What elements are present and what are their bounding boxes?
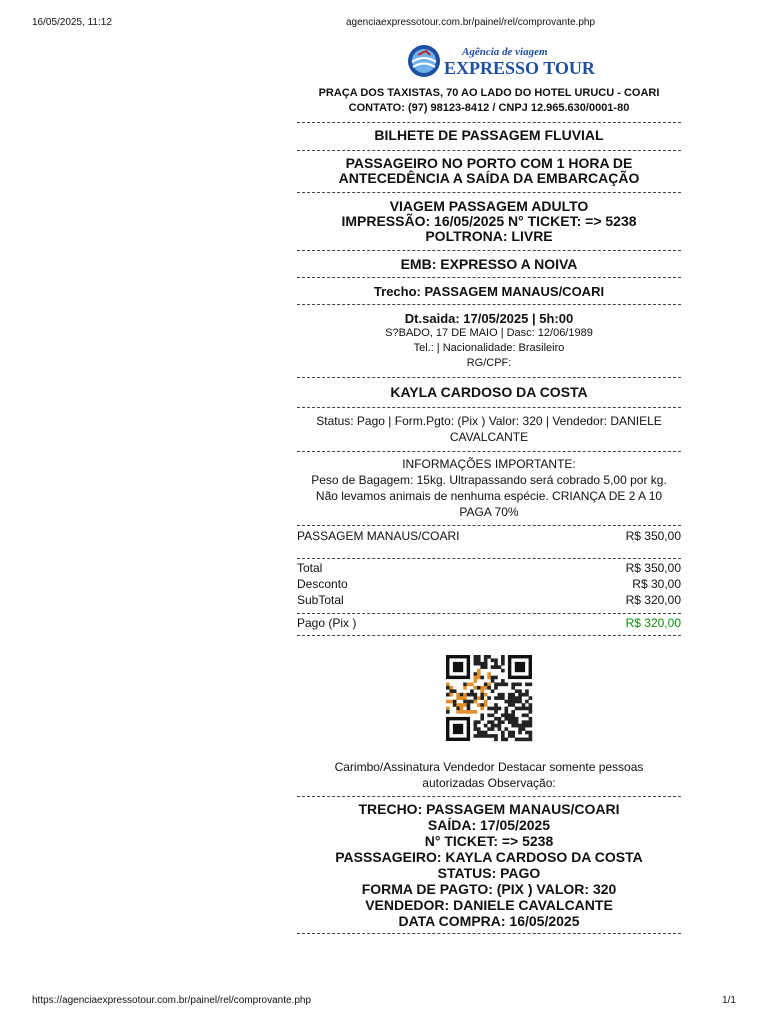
departure: Dt.saida: 17/05/2025 | 5h:00 — [404, 311, 574, 326]
info-text: Peso de Bagagem: 15kg. Ultrapassando será cobrado 5,00 por kg. Não levamos animais de nenhuma espécie. CRIANÇA DE 2 A 10 PAGA 70% — [311, 473, 667, 519]
divider — [297, 933, 681, 934]
trip-type: VIAGEM PASSAGEM ADULTO — [389, 198, 589, 214]
status-line: Status: Pago | Form.Pgto: (Pix ) Valor: 320 | Vendedor: DANIELE CAVALCANTE — [316, 414, 662, 444]
print-header — [32, 17, 736, 31]
divider — [297, 277, 681, 278]
page-number: 1/1 — [722, 995, 736, 1006]
print-info: IMPRESSÃO: 16/05/2025 N° TICKET: => 5238 — [341, 213, 637, 229]
item-label: PASSAGEM MANAUS/COARI — [297, 529, 460, 543]
departure-block — [297, 311, 681, 371]
divider — [297, 407, 681, 408]
discount-row — [297, 576, 681, 592]
payment-row — [297, 615, 681, 631]
payment-label: Pago (Pix ) — [297, 616, 357, 630]
qr-code — [297, 655, 681, 741]
divider — [297, 250, 681, 251]
seat: POLTRONA: LIVRE — [425, 228, 553, 244]
receipt — [297, 42, 681, 934]
print-url: agenciaexpressotour.com.br/painel/rel/comprovante.php — [346, 17, 596, 28]
stub-passenger: PASSSAGEIRO: KAYLA CARDOSO DA COSTA — [335, 849, 643, 865]
discount-label: Desconto — [297, 577, 348, 591]
day-birth: S?BADO, 17 DE MAIO | Dasc: 12/06/1989 — [385, 327, 593, 339]
vessel: EMB: EXPRESSO A NOIVA — [400, 256, 578, 272]
stub-ticket-number: N° TICKET: => 5238 — [424, 833, 554, 849]
signature-note: Carimbo/Assinatura Vendedor Destacar somente pessoas autorizadas Observação: — [334, 760, 644, 790]
stub-seller: VENDEDOR: DANIELE CAVALCANTE — [365, 897, 613, 913]
subtotal-label: SubTotal — [297, 593, 344, 607]
divider — [297, 122, 681, 123]
stub-departure: SAÍDA: 17/05/2025 — [427, 817, 551, 833]
info-heading: INFORMAÇÕES IMPORTANTE: — [402, 457, 576, 471]
subtotal-value: R$ 320,00 — [625, 593, 681, 607]
trip-block — [297, 199, 681, 244]
discount-value: R$ 30,00 — [632, 577, 681, 591]
divider — [297, 525, 681, 526]
brand-logo — [404, 42, 595, 80]
divider — [297, 635, 681, 636]
total-label: Total — [297, 561, 323, 575]
stub-purchase-date: DATA COMPRA: 16/05/2025 — [398, 913, 580, 929]
divider — [297, 377, 681, 378]
ticket-notice: PASSAGEIRO NO PORTO COM 1 HORA DE ANTECEDÊNCIA A SAÍDA DA EMBARCAÇÃO — [338, 155, 640, 186]
pix-qr-code-icon — [444, 655, 534, 741]
stub-payment: FORMA DE PAGTO: (PIX ) VALOR: 320 — [361, 881, 617, 897]
passenger-name: KAYLA CARDOSO DA COSTA — [390, 384, 588, 400]
item-value: R$ 350,00 — [625, 529, 681, 543]
divider — [297, 192, 681, 193]
total-row — [297, 560, 681, 576]
stub-status: STATUS: PAGO — [437, 865, 541, 881]
divider — [297, 304, 681, 305]
total-value: R$ 350,00 — [625, 561, 681, 575]
ticket-stub — [297, 801, 681, 929]
divider — [297, 796, 681, 797]
document-id: RG/CPF: — [466, 357, 512, 369]
divider — [297, 451, 681, 452]
divider — [297, 558, 681, 559]
info-block — [297, 456, 681, 520]
company-contact: CONTATO: (97) 98123-8412 / CNPJ 12.965.630/0001-80 — [348, 102, 630, 114]
item-row — [297, 528, 681, 544]
route: Trecho: PASSAGEM MANAUS/COARI — [373, 284, 605, 299]
stub-route: TRECHO: PASSAGEM MANAUS/COARI — [358, 801, 620, 817]
brand-name: EXPRESSO TOUR — [444, 58, 595, 78]
divider — [297, 150, 681, 151]
ticket-title: BILHETE DE PASSAGEM FLUVIAL — [374, 127, 604, 143]
divider — [297, 613, 681, 614]
print-footer-url: https://agenciaexpressotour.com.br/painel/rel/comprovante.php — [32, 995, 312, 1006]
phone-nationality: Tel.: | Nacionalidade: Brasileiro — [413, 342, 565, 354]
payment-value: R$ 320,00 — [625, 616, 681, 630]
print-datetime: 16/05/2025, 11:12 — [32, 17, 112, 28]
brand-tagline: Agência de viagem — [462, 46, 548, 58]
company-address: PRAÇA DOS TAXISTAS, 70 AO LADO DO HOTEL URUCU - COARI — [318, 87, 660, 99]
subtotal-row — [297, 592, 681, 608]
totals-block — [297, 560, 681, 608]
